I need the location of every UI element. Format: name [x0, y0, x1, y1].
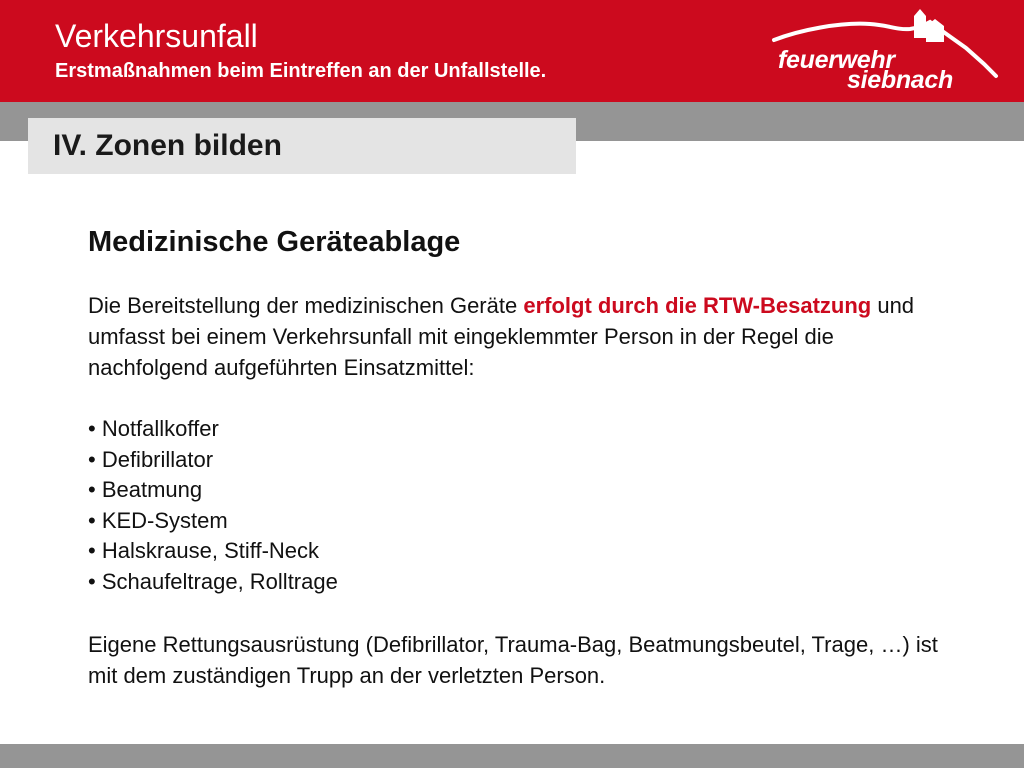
footer-bar [0, 744, 1024, 768]
fire-department-logo [770, 6, 1010, 96]
intro-paragraph [88, 290, 948, 383]
section-title: IV. Zonen bilden [53, 129, 282, 162]
intro-highlight: erfolgt durch die RTW-Besatzung [523, 293, 872, 318]
list-item: • Notfallkoffer [88, 416, 219, 441]
equipment-list [88, 414, 948, 598]
section-title-box [28, 118, 576, 174]
header-bar [0, 0, 1024, 102]
list-item: • Beatmung [88, 477, 203, 503]
list-item: • Halskrause, Stiff-Neck [88, 538, 320, 564]
list-item: • Schaufeltrage, Rolltrage [88, 568, 338, 594]
content-heading: Medizinische Geräteablage [88, 226, 461, 258]
slide-content [88, 222, 948, 691]
intro-text-end: und umfasst bei einem Verkehrsunfall mit eingeklemmter Person in der Regel die nachfolgend aufgeführten Einsatzmittel: [88, 293, 915, 380]
presentation-subtitle: Erstmaßnahmen beim Eintreffen an der Unfallstelle. [55, 60, 547, 82]
logo-text-line1: feuerwehr [778, 46, 895, 74]
list-item: • Defibrillator [88, 446, 214, 472]
closing-paragraph: Eigene Rettungsausrüstung (Defibrillator, Trauma-Bag, Beatmungsbeutel, Trage, …) ist mit dem zuständigen Trupp an der verletzten Person. [88, 631, 938, 688]
logo-text-line2: siebnach [847, 66, 953, 94]
intro-text-start: Die Bereitstellung der medizinischen Geräte [88, 293, 524, 318]
list-item: • KED-System [88, 507, 228, 533]
presentation-title: Verkehrsunfall [55, 18, 258, 54]
